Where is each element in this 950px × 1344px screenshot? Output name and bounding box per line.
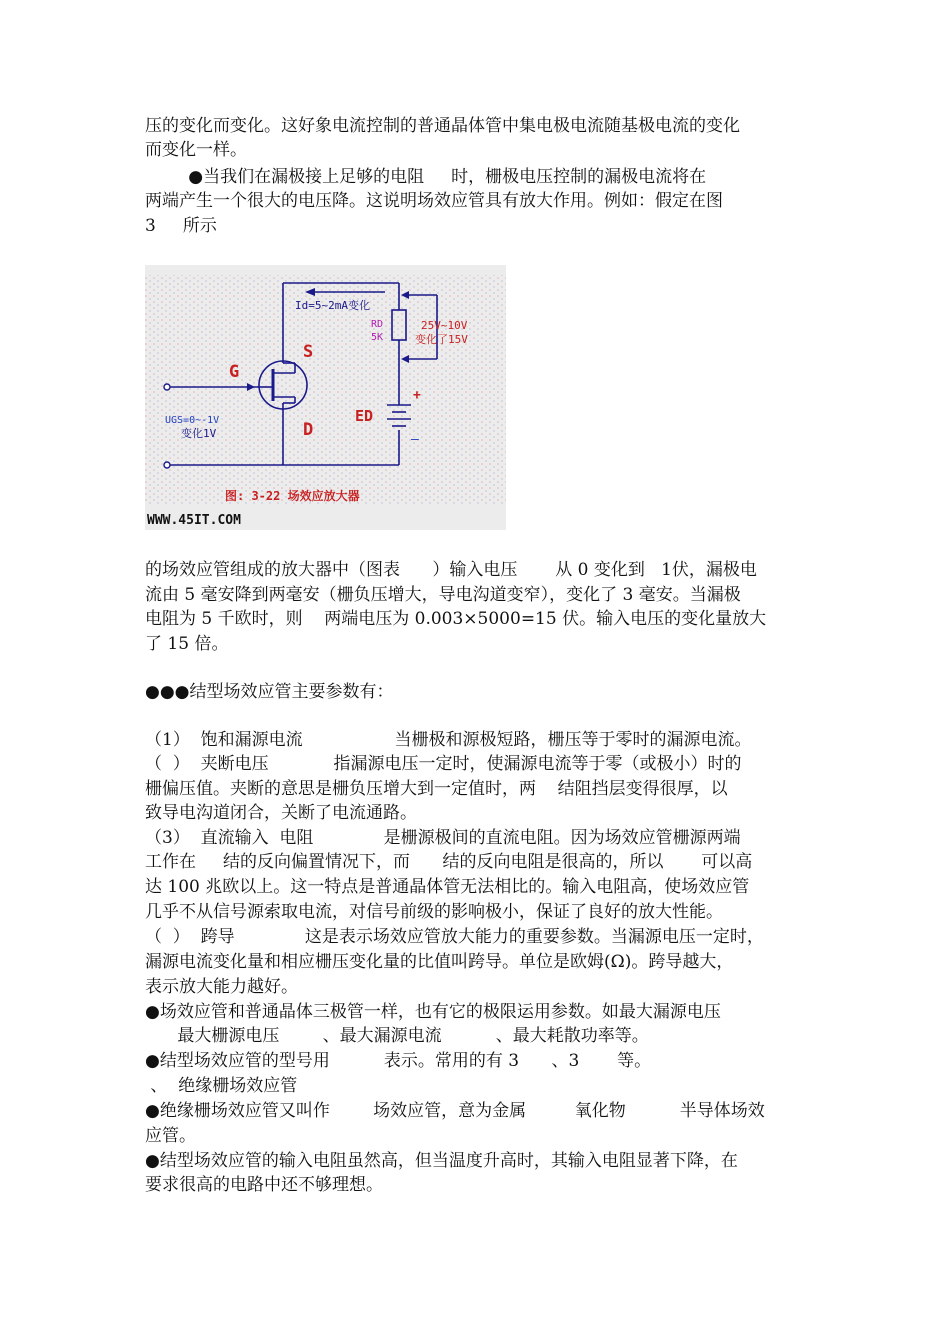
text-line: ●结型场效应管的输入电阻虽然高，但当温度升高时，其输入电阻显著下降，在 — [145, 1151, 738, 1171]
text-line: 3 所示 — [145, 216, 217, 236]
text-line: 最大栅源电压 、最大漏源电流 、最大耗散功率等。 — [145, 1026, 649, 1046]
minus-sign: — — [411, 432, 419, 447]
text-line: （3） 直流输入 电阻 是栅源极间的直流电阻。因为场效应管栅源两端 — [145, 828, 741, 848]
text-line: 电阻为 5 千欧时，则 两端电压为 0.003×5000=15 伏。输入电压的变化量放大 — [145, 609, 767, 629]
section-heading: ●●●结型场效应管主要参数有： — [145, 682, 394, 702]
text-line: 漏源电流变化量和相应栅压变化量的比值叫跨导。单位是欧姆(Ω)。跨导越大， — [145, 952, 734, 972]
text-line: 、 绝缘栅场效应管 — [145, 1076, 298, 1096]
ugs-label: UGS=0~-1V — [165, 415, 220, 426]
text-line: 压的变化而变化。这好象电流控制的普通晶体管中集电极电流随基极电流的变化 — [145, 116, 740, 136]
text-line: 致导电沟道闭合，关断了电流通路。 — [145, 803, 417, 823]
text-line: 表示放大能力越好。 — [145, 977, 298, 997]
ugs-note: 变化1V — [181, 427, 217, 440]
rd-value: 5K — [371, 332, 384, 343]
text-line: ●当我们在漏极接上足够的电阻 时，栅极电压控制的漏极电流将在 — [145, 167, 707, 187]
text-line: 而变化一样。 — [145, 140, 247, 160]
plus-sign: + — [413, 388, 421, 403]
text-line: ●结型场效应管的型号用 表示。常用的有 3 、3 等。 — [145, 1051, 652, 1071]
text-line: 了 15 倍。 — [145, 634, 229, 654]
supply-label: ED — [355, 407, 374, 425]
text-line: （ ） 跨导 这是表示场效应管放大能力的重要参数。当漏源电压一定时， — [145, 927, 764, 947]
text-line: 几乎不从信号源索取电流，对信号前级的影响极小，保证了良好的放大性能。 — [145, 902, 723, 922]
text-line: ●绝缘栅场效应管又叫作 场效应管，意为金属 氧化物 半导体场效 — [145, 1101, 765, 1121]
voltage-change-label: 25V~10V — [421, 319, 468, 332]
drain-label: D — [303, 420, 314, 440]
circuit-diagram — [145, 265, 506, 530]
source-label: S — [303, 342, 314, 362]
fet-amplifier-figure — [145, 265, 506, 530]
text-line: 两端产生一个很大的电压降。这说明场效应管具有放大作用。例如：假定在图 — [145, 191, 723, 211]
text-line: ●场效应管和普通晶体三极管一样，也有它的极限运用参数。如最大漏源电压 — [145, 1002, 721, 1022]
text-line: 应管。 — [145, 1126, 196, 1146]
text-line: 流由 5 毫安降到两毫安（栅负压增大，导电沟道变窄），变化了 3 毫安。当漏极 — [145, 585, 741, 605]
gate-label: G — [229, 362, 240, 382]
voltage-note-label: 变化了15V — [415, 333, 468, 346]
watermark: WWW.45IT.COM — [147, 513, 241, 528]
text-line: 工作在 结的反向偏置情况下，而 结的反向电阻是很高的，所以 可以高 — [145, 852, 753, 872]
rd-label: RD — [371, 319, 384, 330]
text-line: （1） 饱和漏源电流 当栅极和源极短路，栅压等于零时的漏源电流。 — [145, 730, 752, 750]
drain-current-label: Id=5~2mA变化 — [295, 299, 370, 312]
text-line: （ ） 夹断电压 指漏源电压一定时，使漏源电流等于零（或极小）时的 — [145, 754, 742, 774]
text-line: 栅偏压值。夹断的意思是栅负压增大到一定值时，两 结阻挡层变得很厚，以 — [145, 779, 728, 799]
figure-caption: 图: 3-22 场效应放大器 — [225, 489, 360, 503]
text-line: 的场效应管组成的放大器中（图表 ）输入电压 从 0 变化到 1伏，漏极电 — [145, 560, 757, 580]
text-line: 达 100 兆欧以上。这一特点是普通晶体管无法相比的。输入电阻高，使场效应管 — [145, 877, 750, 897]
text-line: 要求很高的电路中还不够理想。 — [145, 1175, 383, 1195]
